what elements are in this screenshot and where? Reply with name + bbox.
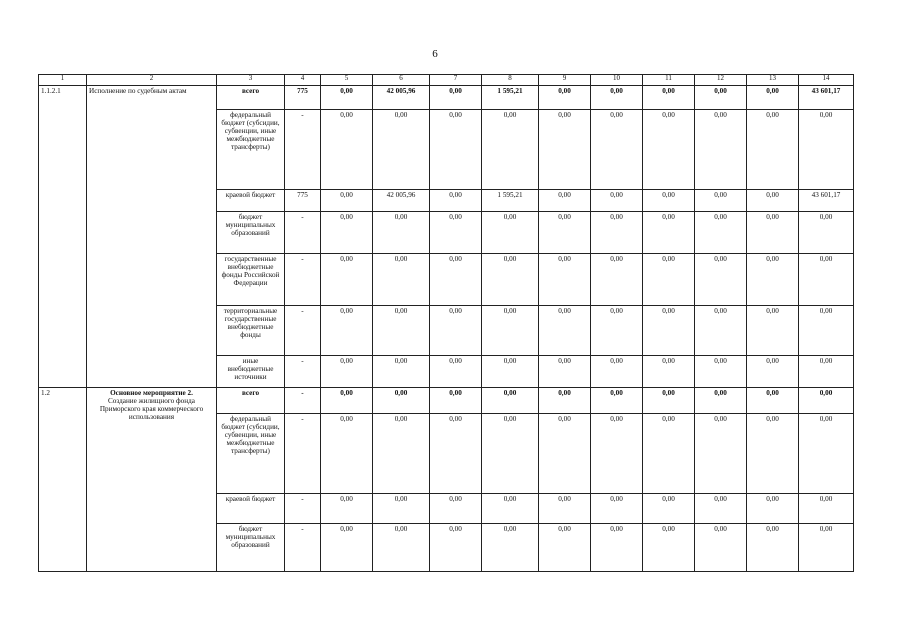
value-cell: 0,00 (430, 356, 482, 388)
value-cell: 0,00 (643, 388, 695, 414)
value-cell: 0,00 (643, 414, 695, 494)
value-cell: 0,00 (321, 524, 373, 572)
value-cell: 0,00 (373, 212, 430, 254)
value-cell: 0,00 (643, 356, 695, 388)
value-cell: 0,00 (482, 414, 539, 494)
value-cell: 0,00 (430, 86, 482, 110)
value-cell: 0,00 (643, 86, 695, 110)
value-cell: 0,00 (747, 388, 799, 414)
value-cell: 0,00 (799, 414, 854, 494)
value-cell: 0,00 (321, 86, 373, 110)
value-cell: 0,00 (482, 306, 539, 356)
value-cell: 0,00 (799, 524, 854, 572)
value-cell: 0,00 (430, 414, 482, 494)
table-row (39, 388, 854, 414)
value-cell: 0,00 (799, 254, 854, 306)
value-cell: 0,00 (482, 212, 539, 254)
activity-description (87, 86, 217, 388)
value-cell: 775 (285, 190, 321, 212)
value-cell: 0,00 (321, 254, 373, 306)
value-cell: 0,00 (373, 356, 430, 388)
column-header: 4 (285, 75, 321, 86)
funding-source: государственные внебюджетные фонды Российской Федерации (217, 254, 285, 306)
activity-description (87, 388, 217, 572)
funding-source: бюджет муниципальных образований (217, 524, 285, 572)
value-cell: 0,00 (539, 494, 591, 524)
value-cell: 0,00 (747, 190, 799, 212)
value-cell: 0,00 (799, 494, 854, 524)
value-cell: 0,00 (373, 524, 430, 572)
value-cell: 0,00 (373, 388, 430, 414)
funding-source: территориальные государственные внебюджетные фонды (217, 306, 285, 356)
value-cell: 0,00 (591, 306, 643, 356)
value-cell: 0,00 (747, 524, 799, 572)
value-cell: 0,00 (539, 212, 591, 254)
funding-source: федеральный бюджет (субсидии, субвенции, иные межбюджетные трансферты) (217, 110, 285, 190)
value-cell: 0,00 (430, 212, 482, 254)
value-cell: 0,00 (430, 110, 482, 190)
value-cell: 0,00 (643, 110, 695, 190)
value-cell: 0,00 (695, 110, 747, 190)
activity-title: Основное мероприятие 2. (110, 389, 193, 397)
value-cell: 0,00 (799, 212, 854, 254)
value-cell: 0,00 (643, 190, 695, 212)
value-cell: 0,00 (695, 388, 747, 414)
value-cell: 0,00 (373, 110, 430, 190)
value-cell: - (285, 414, 321, 494)
value-cell: 0,00 (695, 190, 747, 212)
value-cell: - (285, 388, 321, 414)
value-cell: 0,00 (373, 254, 430, 306)
funding-source: бюджет муниципальных образований (217, 212, 285, 254)
value-cell: 1 595,21 (482, 190, 539, 212)
value-cell: 0,00 (643, 524, 695, 572)
value-cell: 0,00 (591, 494, 643, 524)
column-header: 9 (539, 75, 591, 86)
value-cell: 0,00 (539, 414, 591, 494)
value-cell: 43 601,17 (799, 190, 854, 212)
value-cell: 0,00 (321, 306, 373, 356)
value-cell: - (285, 356, 321, 388)
value-cell: 0,00 (695, 212, 747, 254)
funding-source: всего (217, 86, 285, 110)
column-header: 14 (799, 75, 854, 86)
funding-source: федеральный бюджет (субсидии, субвенции, иные межбюджетные трансферты) (217, 414, 285, 494)
value-cell: 0,00 (430, 254, 482, 306)
column-header: 5 (321, 75, 373, 86)
page-number: 6 (432, 48, 438, 60)
table-row (39, 86, 854, 110)
value-cell: 0,00 (539, 306, 591, 356)
value-cell: 0,00 (539, 110, 591, 190)
value-cell: 0,00 (747, 86, 799, 110)
value-cell: 0,00 (539, 86, 591, 110)
value-cell: 0,00 (799, 306, 854, 356)
value-cell: 0,00 (799, 110, 854, 190)
value-cell: - (285, 306, 321, 356)
value-cell: 0,00 (695, 254, 747, 306)
value-cell: 0,00 (695, 306, 747, 356)
value-cell: 42 005,96 (373, 190, 430, 212)
value-cell: 0,00 (321, 494, 373, 524)
value-cell: 0,00 (591, 212, 643, 254)
column-header: 11 (643, 75, 695, 86)
value-cell: 0,00 (482, 388, 539, 414)
column-header: 2 (87, 75, 217, 86)
column-number-row (39, 75, 854, 86)
value-cell: 0,00 (373, 306, 430, 356)
funding-source: краевой бюджет (217, 494, 285, 524)
value-cell: 0,00 (643, 212, 695, 254)
value-cell: 0,00 (539, 388, 591, 414)
value-cell: 0,00 (430, 494, 482, 524)
value-cell: 0,00 (695, 356, 747, 388)
value-cell: 0,00 (321, 356, 373, 388)
value-cell: - (285, 494, 321, 524)
column-header: 12 (695, 75, 747, 86)
value-cell: 0,00 (321, 388, 373, 414)
value-cell: 0,00 (747, 494, 799, 524)
column-header: 3 (217, 75, 285, 86)
value-cell: 0,00 (430, 306, 482, 356)
value-cell: 0,00 (482, 494, 539, 524)
value-cell: 0,00 (591, 254, 643, 306)
value-cell: 775 (285, 86, 321, 110)
value-cell: 0,00 (321, 414, 373, 494)
value-cell: 0,00 (695, 86, 747, 110)
column-header: 8 (482, 75, 539, 86)
value-cell: 0,00 (643, 306, 695, 356)
value-cell: 0,00 (482, 356, 539, 388)
value-cell: 0,00 (430, 190, 482, 212)
column-header: 7 (430, 75, 482, 86)
value-cell: 0,00 (591, 388, 643, 414)
value-cell: 0,00 (747, 254, 799, 306)
value-cell: 0,00 (321, 110, 373, 190)
value-cell: 0,00 (539, 356, 591, 388)
column-header: 13 (747, 75, 799, 86)
row-code: 1.2 (39, 388, 87, 572)
value-cell: 0,00 (747, 110, 799, 190)
value-cell: 0,00 (591, 110, 643, 190)
activity-name: Создание жилищного фонда Приморского края коммерческого использования (99, 397, 204, 422)
value-cell: - (285, 212, 321, 254)
value-cell: 1 595,21 (482, 86, 539, 110)
funding-source: всего (217, 388, 285, 414)
value-cell: 0,00 (695, 414, 747, 494)
value-cell: 0,00 (539, 524, 591, 572)
value-cell: 0,00 (430, 388, 482, 414)
value-cell: 43 601,17 (799, 86, 854, 110)
value-cell: 0,00 (591, 414, 643, 494)
value-cell: - (285, 524, 321, 572)
column-header: 10 (591, 75, 643, 86)
value-cell: 0,00 (747, 414, 799, 494)
value-cell: 0,00 (799, 388, 854, 414)
value-cell: - (285, 110, 321, 190)
value-cell: 0,00 (799, 356, 854, 388)
value-cell: 0,00 (430, 524, 482, 572)
value-cell: 0,00 (373, 414, 430, 494)
row-code: 1.1.2.1 (39, 86, 87, 388)
value-cell: 0,00 (373, 494, 430, 524)
value-cell: - (285, 254, 321, 306)
table-body (39, 75, 854, 572)
value-cell: 0,00 (695, 494, 747, 524)
value-cell: 0,00 (539, 190, 591, 212)
value-cell: 0,00 (321, 190, 373, 212)
value-cell: 0,00 (591, 190, 643, 212)
value-cell: 0,00 (591, 356, 643, 388)
value-cell: 0,00 (591, 524, 643, 572)
value-cell: 0,00 (482, 254, 539, 306)
value-cell: 0,00 (591, 86, 643, 110)
value-cell: 42 005,96 (373, 86, 430, 110)
activity-name: Исполнение по судебным актам (89, 87, 187, 95)
value-cell: 0,00 (747, 356, 799, 388)
column-header: 6 (373, 75, 430, 86)
value-cell: 0,00 (321, 212, 373, 254)
value-cell: 0,00 (539, 254, 591, 306)
value-cell: 0,00 (482, 524, 539, 572)
value-cell: 0,00 (643, 494, 695, 524)
value-cell: 0,00 (747, 212, 799, 254)
value-cell: 0,00 (643, 254, 695, 306)
funding-source: краевой бюджет (217, 190, 285, 212)
column-header: 1 (39, 75, 87, 86)
value-cell: 0,00 (747, 306, 799, 356)
value-cell: 0,00 (482, 110, 539, 190)
value-cell: 0,00 (695, 524, 747, 572)
funding-source: иные внебюджетные источники (217, 356, 285, 388)
budget-table (38, 74, 854, 572)
